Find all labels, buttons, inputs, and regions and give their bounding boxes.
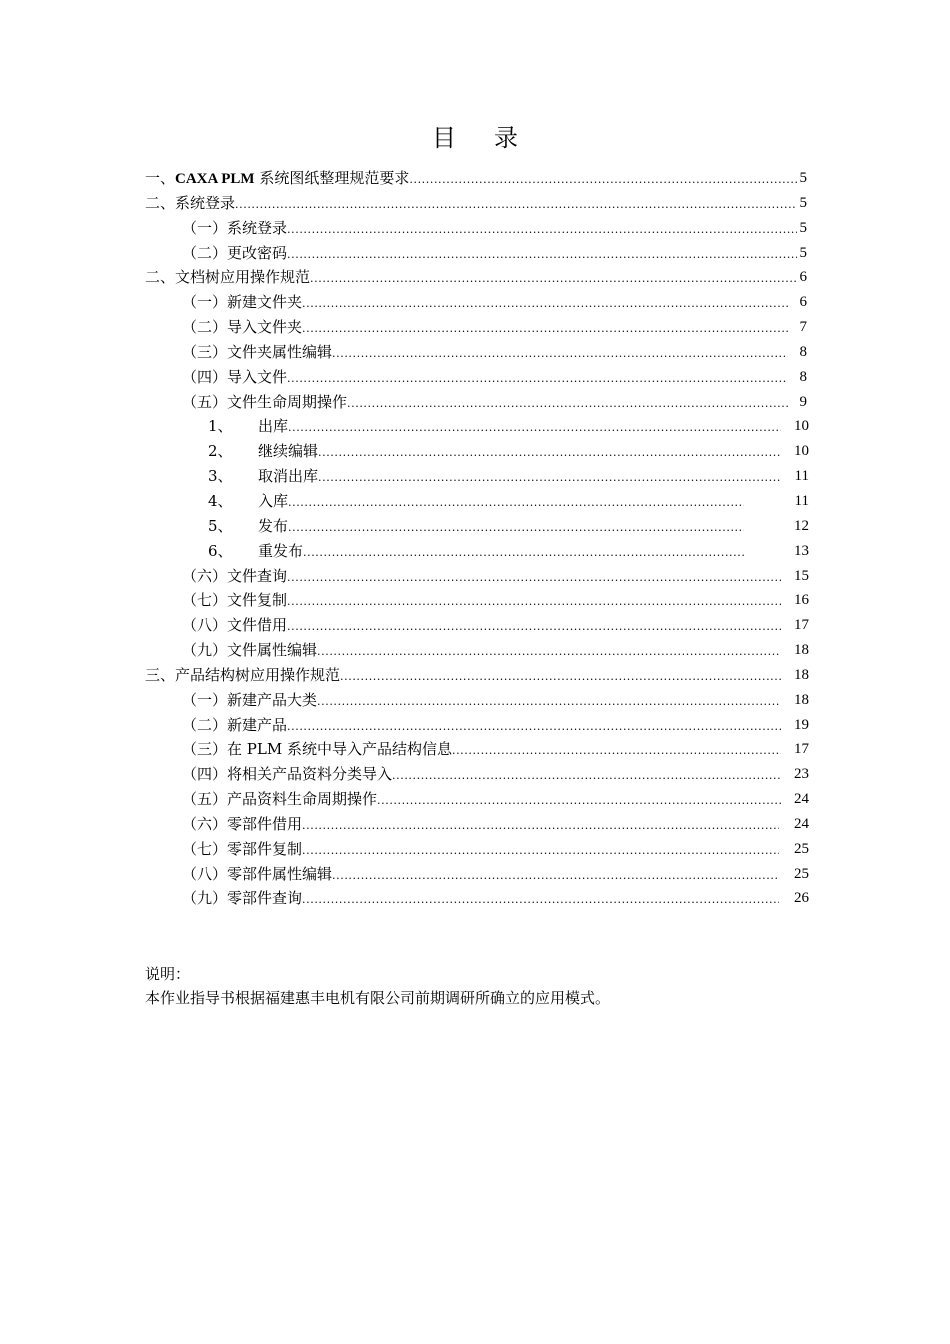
toc-entry[interactable] (145, 489, 807, 514)
toc-leader-dots (332, 864, 779, 889)
toc-entry-number: （七） (182, 591, 228, 610)
toc-entry-text: 继续编辑 (258, 442, 319, 461)
toc-leader-dots (287, 218, 797, 243)
toc-entry-label (182, 290, 302, 315)
toc-entry-number: （一） (182, 293, 228, 312)
toc-entry-text: 发布 (258, 516, 289, 535)
toc-entry-text: 产品结构树应用操作规范 (175, 665, 341, 684)
toc-entry-number: （三） (182, 740, 228, 759)
toc-entry[interactable] (145, 539, 807, 564)
toc-entry-number: （四） (182, 367, 228, 386)
toc-entry-page: 8 (799, 368, 807, 385)
toc-entry[interactable] (145, 862, 807, 887)
toc-entry-page: 9 (799, 393, 807, 410)
toc-entry-number: 一、 (145, 169, 176, 187)
toc-leader-dots (287, 715, 781, 740)
toc-entry-page: 24 (794, 815, 809, 832)
toc-leader-dots (310, 267, 797, 292)
toc-entry-number: 4、 (208, 491, 233, 510)
toc-leader-dots (318, 441, 781, 466)
toc-leader-dots (332, 342, 788, 367)
toc-leader-dots (302, 814, 779, 839)
toc-entry-text: 文档树应用操作规范 (175, 268, 311, 287)
toc-entry[interactable] (145, 588, 807, 613)
note-section (145, 962, 610, 1010)
toc-entry-page: 10 (794, 443, 809, 460)
toc-entry[interactable] (145, 886, 807, 911)
toc-entry-page: 10 (794, 418, 809, 435)
toc-entry-page: 18 (794, 691, 809, 708)
toc-leader-dots (340, 665, 781, 690)
toc-entry[interactable] (145, 663, 807, 688)
toc-entry-text: 零部件复制 (227, 839, 303, 858)
toc-entry-page: 23 (794, 766, 809, 783)
toc-entry-page: 24 (794, 791, 809, 808)
toc-entry-number: 5、 (208, 516, 233, 535)
toc-entry-text: 新建文件夹 (227, 293, 303, 312)
toc-entry-label (182, 340, 332, 365)
toc-entry-text: 系统登录 (175, 193, 236, 212)
toc-entry-text: 入库 (258, 491, 289, 510)
note-text: 本作业指导书根据福建惠丰电机有限公司前期调研所确立的应用模式。 (145, 989, 611, 1007)
toc-entry-text: 出库 (258, 417, 289, 436)
toc-entry-number: （四） (182, 765, 228, 784)
toc-entry-label (208, 514, 288, 539)
toc-leader-dots (302, 839, 779, 864)
toc-entry-label (182, 390, 347, 415)
toc-entry-number: 2、 (208, 442, 233, 461)
toc-leader-dots (288, 416, 781, 441)
toc-entry-number: （二） (182, 318, 228, 337)
toc-entry-label (182, 365, 287, 390)
toc-entry-page: 25 (794, 840, 809, 857)
toc-entry-text: 导入文件 (227, 367, 288, 386)
toc-entry-page: 5 (799, 244, 807, 261)
toc-leader-dots (287, 566, 781, 591)
toc-entry[interactable] (145, 688, 807, 713)
toc-entry[interactable] (145, 613, 807, 638)
toc-entry-label (182, 787, 377, 812)
toc-entry-page: 7 (799, 319, 807, 336)
toc-leader-dots (317, 690, 781, 715)
toc-leader-dots (409, 168, 797, 193)
toc-entry-bold: CAXA PLM (175, 171, 255, 187)
toc-entry-number: 3、 (208, 467, 233, 486)
toc-entry[interactable] (145, 439, 807, 464)
toc-leader-dots (377, 789, 781, 814)
toc-entry-number: （八） (182, 616, 228, 635)
toc-entry-number: （九） (182, 889, 228, 908)
toc-entry[interactable] (145, 837, 807, 862)
toc-entry-label (208, 539, 303, 564)
toc-leader-dots (318, 466, 781, 491)
toc-entry-text: 更改密码 (227, 243, 288, 262)
toc-entry[interactable] (145, 713, 807, 738)
toc-leader-dots (303, 541, 744, 566)
toc-leader-dots (288, 491, 744, 516)
toc-entry-page: 5 (799, 219, 807, 236)
toc-entry-number: 二、 (145, 268, 176, 287)
toc-entry-label (145, 265, 310, 290)
note-heading: 说明： (145, 965, 191, 983)
toc-leader-dots (302, 888, 779, 913)
toc-entry-page: 25 (794, 865, 809, 882)
toc-entry[interactable] (145, 241, 807, 266)
toc-entry-label (182, 762, 392, 787)
toc-leader-dots (302, 317, 788, 342)
toc-entry-text: 文件复制 (227, 591, 288, 610)
toc-entry-text: 文件生命周期操作 (227, 392, 348, 411)
toc-leader-dots (287, 243, 797, 268)
toc-entry-label (182, 638, 317, 663)
toc-entry-page: 18 (794, 666, 809, 683)
toc-entry-label (145, 191, 235, 216)
table-of-contents (145, 166, 807, 911)
toc-entry-number: （六） (182, 566, 228, 585)
toc-entry-text: 重发布 (258, 541, 304, 560)
toc-entry[interactable] (145, 365, 807, 390)
toc-entry-label (182, 688, 317, 713)
toc-entry-text: 零部件借用 (227, 814, 303, 833)
toc-entry-number: 二、 (145, 193, 176, 212)
toc-entry-number: （八） (182, 864, 228, 883)
toc-entry-label (182, 588, 287, 613)
toc-leader-dots (235, 193, 797, 218)
toc-title (0, 118, 950, 153)
toc-entry-label (182, 241, 287, 266)
toc-entry-label (145, 663, 340, 688)
toc-entry[interactable] (145, 564, 807, 589)
toc-entry[interactable] (145, 787, 807, 812)
toc-leader-dots (347, 392, 788, 417)
toc-entry-text: 文件夹属性编辑 (227, 342, 333, 361)
toc-entry-text: 将相关产品资料分类导入 (227, 765, 393, 784)
toc-entry-text: 零部件查询 (227, 889, 303, 908)
toc-leader-dots (317, 640, 781, 665)
toc-entry-number: 三、 (145, 665, 176, 684)
toc-entry-number: （二） (182, 715, 228, 734)
toc-entry-page: 12 (794, 517, 809, 534)
toc-entry[interactable] (145, 390, 807, 415)
toc-entry-number: （五） (182, 790, 228, 809)
toc-entry-page: 11 (794, 492, 809, 509)
toc-entry-page: 16 (794, 592, 809, 609)
toc-entry-label (182, 837, 302, 862)
toc-entry-label (208, 464, 318, 489)
toc-entry-text: 系统图纸整理规范要求 (254, 169, 410, 187)
toc-entry-label (182, 737, 452, 762)
toc-entry-page: 17 (794, 741, 809, 758)
toc-entry[interactable] (145, 166, 807, 191)
toc-entry-page: 8 (799, 343, 807, 360)
toc-leader-dots (287, 367, 788, 392)
toc-entry[interactable] (145, 812, 807, 837)
toc-leader-dots (392, 764, 781, 789)
toc-entry[interactable] (145, 216, 807, 241)
toc-leader-dots (288, 516, 744, 541)
toc-entry-text: 产品资料生命周期操作 (227, 790, 378, 809)
toc-entry-page: 17 (794, 617, 809, 634)
toc-entry-page: 6 (799, 269, 807, 286)
toc-entry-text: 零部件属性编辑 (227, 864, 333, 883)
toc-entry-text: 文件属性编辑 (227, 641, 318, 660)
toc-entry-label (182, 886, 302, 911)
toc-entry-label (208, 439, 318, 464)
toc-title-char-2: 录 (494, 124, 518, 152)
toc-entry-label (145, 166, 409, 192)
toc-leader-dots (287, 615, 781, 640)
toc-entry-text: 在 PLM 系统中导入产品结构信息 (227, 740, 452, 759)
toc-entry-text: 文件查询 (227, 566, 288, 585)
toc-entry-number: 6、 (208, 541, 233, 560)
toc-entry[interactable] (145, 464, 807, 489)
toc-entry[interactable] (145, 762, 807, 787)
toc-entry-page: 11 (794, 468, 809, 485)
toc-entry-text: 新建产品大类 (227, 690, 318, 709)
toc-entry-page: 26 (794, 890, 809, 907)
toc-entry-label (182, 812, 302, 837)
toc-entry-number: （二） (182, 243, 228, 262)
toc-entry-page: 15 (794, 567, 809, 584)
toc-entry-text: 取消出库 (258, 467, 319, 486)
toc-leader-dots (287, 590, 781, 615)
toc-entry[interactable] (145, 265, 807, 290)
toc-entry-text: 新建产品 (227, 715, 288, 734)
toc-entry[interactable] (145, 340, 807, 365)
toc-entry-number: （九） (182, 641, 228, 660)
toc-entry-page: 5 (799, 194, 807, 211)
toc-entry-page: 19 (794, 716, 809, 733)
toc-entry-number: （五） (182, 392, 228, 411)
toc-leader-dots (302, 292, 788, 317)
toc-entry-label (182, 713, 287, 738)
toc-entry-label (182, 315, 302, 340)
toc-entry-page: 5 (799, 170, 807, 186)
toc-entry-label (182, 216, 287, 241)
toc-entry-number: （六） (182, 814, 228, 833)
toc-entry-page: 6 (799, 294, 807, 311)
toc-entry-text: 导入文件夹 (227, 318, 303, 337)
toc-entry-number: 1、 (208, 417, 233, 436)
toc-entry-label (208, 414, 288, 439)
toc-entry-label (182, 564, 287, 589)
toc-entry[interactable] (145, 315, 807, 340)
toc-entry-number: （一） (182, 218, 228, 237)
toc-entry-text: 文件借用 (227, 616, 288, 635)
toc-entry-text: 系统登录 (227, 218, 288, 237)
toc-entry-label (208, 489, 288, 514)
toc-entry[interactable] (145, 191, 807, 216)
toc-entry-number: （七） (182, 839, 228, 858)
toc-entry[interactable] (145, 638, 807, 663)
toc-entry[interactable] (145, 514, 807, 539)
toc-entry[interactable] (145, 737, 807, 762)
toc-entry-page: 18 (794, 642, 809, 659)
toc-entry-label (182, 613, 287, 638)
toc-leader-dots (452, 739, 781, 764)
toc-entry-label (182, 862, 332, 887)
toc-entry-number: （一） (182, 690, 228, 709)
toc-entry-page: 13 (794, 542, 809, 559)
toc-entry[interactable] (145, 290, 807, 315)
toc-title-char-1: 目 (432, 124, 456, 152)
toc-entry[interactable] (145, 414, 807, 439)
toc-entry-number: （三） (182, 342, 228, 361)
